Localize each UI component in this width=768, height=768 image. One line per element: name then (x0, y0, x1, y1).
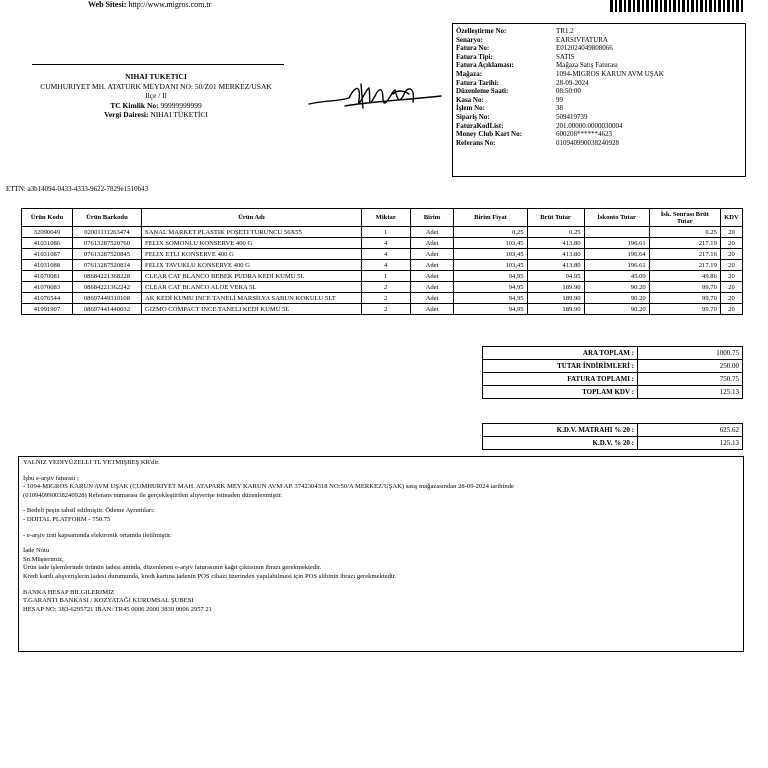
table-cell: 41991907 (22, 304, 73, 315)
table-cell: 20 (720, 238, 742, 249)
meta-row (456, 53, 664, 62)
meta-value: 010940990038240928 (556, 138, 619, 147)
ettn-text: ETTN: a3b14094-0433-4333-9622-7829e1510b43 (6, 185, 149, 193)
table-row (22, 227, 743, 238)
table-cell: FELIX SOMONLU KONSERVE 400 G (142, 238, 362, 249)
return-line2: Kredi kartlı alışverişlerin iadesi durumunda, kredi kartına iadenin POS cihazı üzerinden yapılabilmesi için POS slibinin ibrazı gerekmektedir. (23, 572, 397, 580)
table-cell: 41031087 (22, 249, 73, 260)
meta-key: Fatura No: (456, 44, 490, 53)
total-row (483, 373, 743, 386)
column-header: İsk. Sonrası Brüt Tutar (649, 209, 720, 227)
table-cell: 08697449310108 (72, 293, 141, 304)
meta-row (456, 104, 664, 113)
table-cell: 94.95 (527, 271, 584, 282)
meta-key: Fatura Açıklaması: (456, 61, 514, 70)
table-cell: 189.90 (527, 293, 584, 304)
table-cell: 103,45 (454, 260, 527, 271)
total-value: 125.13 (638, 437, 743, 450)
meta-row (456, 130, 664, 139)
table-cell: 20 (720, 227, 742, 238)
table-cell: 20 (720, 249, 742, 260)
customer-address: CUMHURIYET MH. ATATURK MEYDANI NO: 50/Z01 MERKEZ/USAK (40, 81, 272, 91)
total-label: K.D.V. MATRAHI % 20 : (483, 424, 638, 437)
table-cell: 413.80 (527, 260, 584, 271)
meta-value: EARSIVFATURA (556, 35, 608, 44)
meta-key: FaturaKodList: (456, 121, 504, 130)
table-cell: 90.20 (584, 293, 649, 304)
invoice-notes (18, 456, 744, 652)
meta-row (456, 113, 664, 122)
meta-key: İşlem No: (456, 104, 485, 113)
table-cell: Adet (410, 260, 454, 271)
table-cell: 20 (720, 271, 742, 282)
column-header: Miktar (361, 209, 410, 227)
payment-line2: - DIJITAL PLATFORM - 750.75 (23, 515, 111, 523)
meta-key: Mağaza: (456, 69, 483, 78)
table-cell: 217.19 (649, 260, 720, 271)
table-cell: 45.09 (584, 271, 649, 282)
meta-value: 600208******4623 (556, 130, 612, 139)
return-title: İade Notu (23, 547, 50, 555)
table-cell: 94,95 (454, 293, 527, 304)
tc-value: 99999999999 (160, 100, 202, 110)
total-label: TOPLAM KDV : (483, 386, 638, 399)
meta-key: Özelleştirme No: (456, 27, 507, 35)
table-cell: 20 (720, 304, 742, 315)
table-cell: 2 (361, 293, 410, 304)
meta-value: TR1.2 (556, 27, 574, 35)
total-value: 1000.75 (638, 347, 743, 360)
table-cell: 32090049 (22, 227, 73, 238)
total-label: FATURA TOPLAMI : (483, 373, 638, 386)
bank-account: HESAP NO: 383-6295721 IBAN: TR45 0006 2000 3830 0006 2957 21 (23, 605, 213, 613)
table-cell: 02001111263474 (72, 227, 141, 238)
table-cell: 196.64 (584, 249, 649, 260)
table-cell: 4 (361, 238, 410, 249)
meta-row (456, 36, 664, 45)
table-cell: 413.80 (527, 238, 584, 249)
table-cell: 99.70 (649, 282, 720, 293)
payment-line1: - Bedeli peşin tahsil edilmiştir. Ödeme Ayrıntıları: (23, 507, 155, 515)
meta-key: Referans No: (456, 138, 496, 147)
table-cell: 413.80 (527, 249, 584, 260)
note-line2: (010940990038240928) Referans numarası ile gerçekleştirilen alışverişe istinaden düzenlenmiştir. (23, 491, 283, 499)
meta-key: Sipariş No: (456, 112, 490, 121)
invoice-meta-box (452, 23, 746, 177)
table-row (22, 238, 743, 249)
table-cell: 103,45 (454, 238, 527, 249)
total-row (483, 424, 743, 437)
table-cell: 07613287520814 (72, 260, 141, 271)
table-cell: 41031088 (22, 260, 73, 271)
table-cell: FELIX TAVUKLU KONSERVE 400 G (142, 260, 362, 271)
total-row (483, 386, 743, 399)
website-line (88, 0, 211, 9)
table-cell: 189.90 (527, 282, 584, 293)
meta-key: Money Club Kart No: (456, 130, 522, 139)
meta-value: 38 (556, 104, 563, 113)
total-row (483, 360, 743, 373)
table-cell: CLEAR CAT BLANCO BEBEK PUDRA KEDİ KUMU 5L (142, 271, 362, 282)
meta-row (456, 139, 664, 148)
table-cell: 217.19 (649, 238, 720, 249)
customer-divider (32, 64, 284, 65)
table-cell: 08684221368228 (72, 271, 141, 282)
table-cell: 217.16 (649, 249, 720, 260)
customer-name: NIHAI TUKETICI (125, 72, 187, 81)
column-header: Ürün Barkodu (72, 209, 141, 227)
table-cell: SANAL MARKET PLASTIK POŞETI TURUNCU 56X55 (142, 227, 362, 238)
table-cell: 20 (720, 260, 742, 271)
bank-title: BANKA HESAP BILGILERIMIZ (23, 588, 115, 596)
table-cell: 0.25 (527, 227, 584, 238)
table-cell: 4 (361, 260, 410, 271)
table-cell: AK KEDİ KUMU INCE TANELİ MARSİLYA SABUN KOKULU 5LT (142, 293, 362, 304)
customer-tc (10, 101, 302, 111)
meta-value: 28-09-2024 (556, 78, 589, 87)
table-cell: 94,95 (454, 304, 527, 315)
table-cell: Adet (410, 249, 454, 260)
website-label: Web Sitesi: (88, 0, 127, 9)
column-header: Ürün Adı (142, 209, 362, 227)
table-cell: 1 (361, 271, 410, 282)
items-table (21, 208, 743, 315)
customer-block (10, 72, 302, 120)
tax-office-label: Vergi Dairesi: (104, 110, 149, 119)
table-cell: 99.70 (649, 304, 720, 315)
total-value: 750.75 (638, 373, 743, 386)
table-row (22, 282, 743, 293)
barcode-image (610, 0, 745, 12)
table-cell: Adet (410, 227, 454, 238)
table-cell: GIZMO COMPACT INCE TANELI KEDI KUMU 5L (142, 304, 362, 315)
table-cell: Adet (410, 293, 454, 304)
table-cell: CLEAR CAT BLANCO ALOE VERA 5L (142, 282, 362, 293)
table-cell: 103,45 (454, 249, 527, 260)
table-cell: 94,95 (454, 271, 527, 282)
meta-row (456, 79, 664, 88)
meta-row (456, 87, 664, 96)
table-cell: 20 (720, 282, 742, 293)
meta-row (456, 70, 664, 79)
table-cell: 08697441440032 (72, 304, 141, 315)
table-cell: 41076544 (22, 293, 73, 304)
tax-office-value: NIHAI TÜKETİCI (150, 110, 208, 119)
meta-row (456, 27, 664, 36)
signature (305, 80, 445, 120)
meta-value: 1094-MIGROS KARUN AVM UŞAK (556, 69, 664, 78)
meta-row (456, 122, 664, 131)
table-cell: 94,95 (454, 282, 527, 293)
meta-key: Fatura Tarihi: (456, 78, 499, 87)
total-label: K.D.V. % 20 : (483, 437, 638, 450)
table-cell: Adet (410, 271, 454, 282)
totals-table (482, 346, 743, 399)
meta-key: Düzenleme Saati: (456, 87, 509, 96)
table-row (22, 260, 743, 271)
return-line1: Ürün iade işlemlerinde ürünün iadesi anında, düzenlenen e-arşiv faturasının kağıt çıktısının ibrazı gerekmektedir. (23, 564, 322, 572)
table-cell: 41070081 (22, 271, 73, 282)
table-cell (584, 227, 649, 238)
meta-value: E012024049808066 (556, 44, 613, 53)
meta-key: Fatura Tipi: (456, 52, 493, 61)
table-cell: 1 (361, 227, 410, 238)
meta-value: 201.00000.0000030004 (556, 121, 623, 130)
table-row (22, 304, 743, 315)
items-header-row (22, 209, 743, 227)
meta-row (456, 44, 664, 53)
note-line1: - 1094-MIGROS KARUN AVM UŞAK (CUMHURIYET MAH. ATAPARK MEY KARUN AVM AP. 3742304318 NO:50/A MERKEZ/UŞAK) satış mağazasından 28-09-2024 tarihinde (23, 483, 514, 491)
table-cell: 189.90 (527, 304, 584, 315)
website-url[interactable]: http://www.migros.com.tr (128, 0, 212, 9)
table-cell: 08684221362242 (72, 282, 141, 293)
meta-value: Mağaza Satış Faturası (556, 61, 618, 70)
table-cell: 20 (720, 293, 742, 304)
table-row (22, 271, 743, 282)
table-cell: 90.20 (584, 282, 649, 293)
total-row (483, 347, 743, 360)
column-header: Birim (410, 209, 454, 227)
table-cell: Adet (410, 304, 454, 315)
table-cell: 41031086 (22, 238, 73, 249)
table-cell: 4 (361, 249, 410, 260)
bank-name: T.GARANTI BANKASI / KOZYATAĞI KURUMSAL ŞUBESI (23, 597, 194, 605)
table-cell: 07613287520760 (72, 238, 141, 249)
total-row (483, 437, 743, 450)
total-label: TUTAR İNDİRİMLERİ : (483, 360, 638, 373)
table-cell: FELIX ETLI KONSERVE 400 G (142, 249, 362, 260)
total-value: 625.62 (638, 424, 743, 437)
customer-district: Ilçe / Il (145, 91, 167, 100)
table-cell: Adet (410, 238, 454, 249)
earsiv-note: - e-arşiv izni kapsamında elektronik ortamda iletilmiştir. (23, 531, 172, 539)
table-cell: 49.86 (649, 271, 720, 282)
column-header: KDV (720, 209, 742, 227)
invoice-meta-table (456, 27, 664, 147)
table-cell: 0,25 (454, 227, 527, 238)
column-header: Birim Fiyat (454, 209, 527, 227)
tc-label: TC Kimlik No: (110, 100, 159, 110)
customer-tax-office (10, 110, 302, 120)
meta-row (456, 61, 664, 70)
table-cell: 99.70 (649, 293, 720, 304)
column-header: Ürün Kodu (22, 209, 73, 227)
table-cell: 0.25 (649, 227, 720, 238)
column-header: İskonto Tutar (584, 209, 649, 227)
table-cell: Adet (410, 282, 454, 293)
table-row (22, 293, 743, 304)
table-cell: 2 (361, 304, 410, 315)
meta-value: 509419739 (556, 112, 588, 121)
column-header: Brüt Tutar (527, 209, 584, 227)
table-row (22, 249, 743, 260)
meta-value: 99 (556, 95, 563, 104)
table-cell: 07613287520845 (72, 249, 141, 260)
total-value: 250.00 (638, 360, 743, 373)
meta-key: Kasa No: (456, 95, 484, 104)
table-cell: 196.61 (584, 238, 649, 249)
amount-in-words: YALNIZ YEDIYÜZELLI TL YETMIŞBEŞ KR'dir. (23, 459, 160, 466)
meta-key: Senaryo: (456, 35, 483, 44)
meta-row (456, 96, 664, 105)
table-cell: 196.61 (584, 260, 649, 271)
tax-totals-table (482, 423, 743, 450)
table-cell: 90.20 (584, 304, 649, 315)
meta-value: SATIS (556, 52, 575, 61)
table-cell: 2 (361, 282, 410, 293)
note-intro: İşbu e-arşiv faturası ; (23, 474, 79, 482)
total-value: 125.13 (638, 386, 743, 399)
table-cell: 41070083 (22, 282, 73, 293)
return-greeting: Sn.Müşterimiz, (23, 555, 64, 563)
total-label: ARA TOPLAM : (483, 347, 638, 360)
meta-value: 08:50:00 (556, 87, 581, 96)
